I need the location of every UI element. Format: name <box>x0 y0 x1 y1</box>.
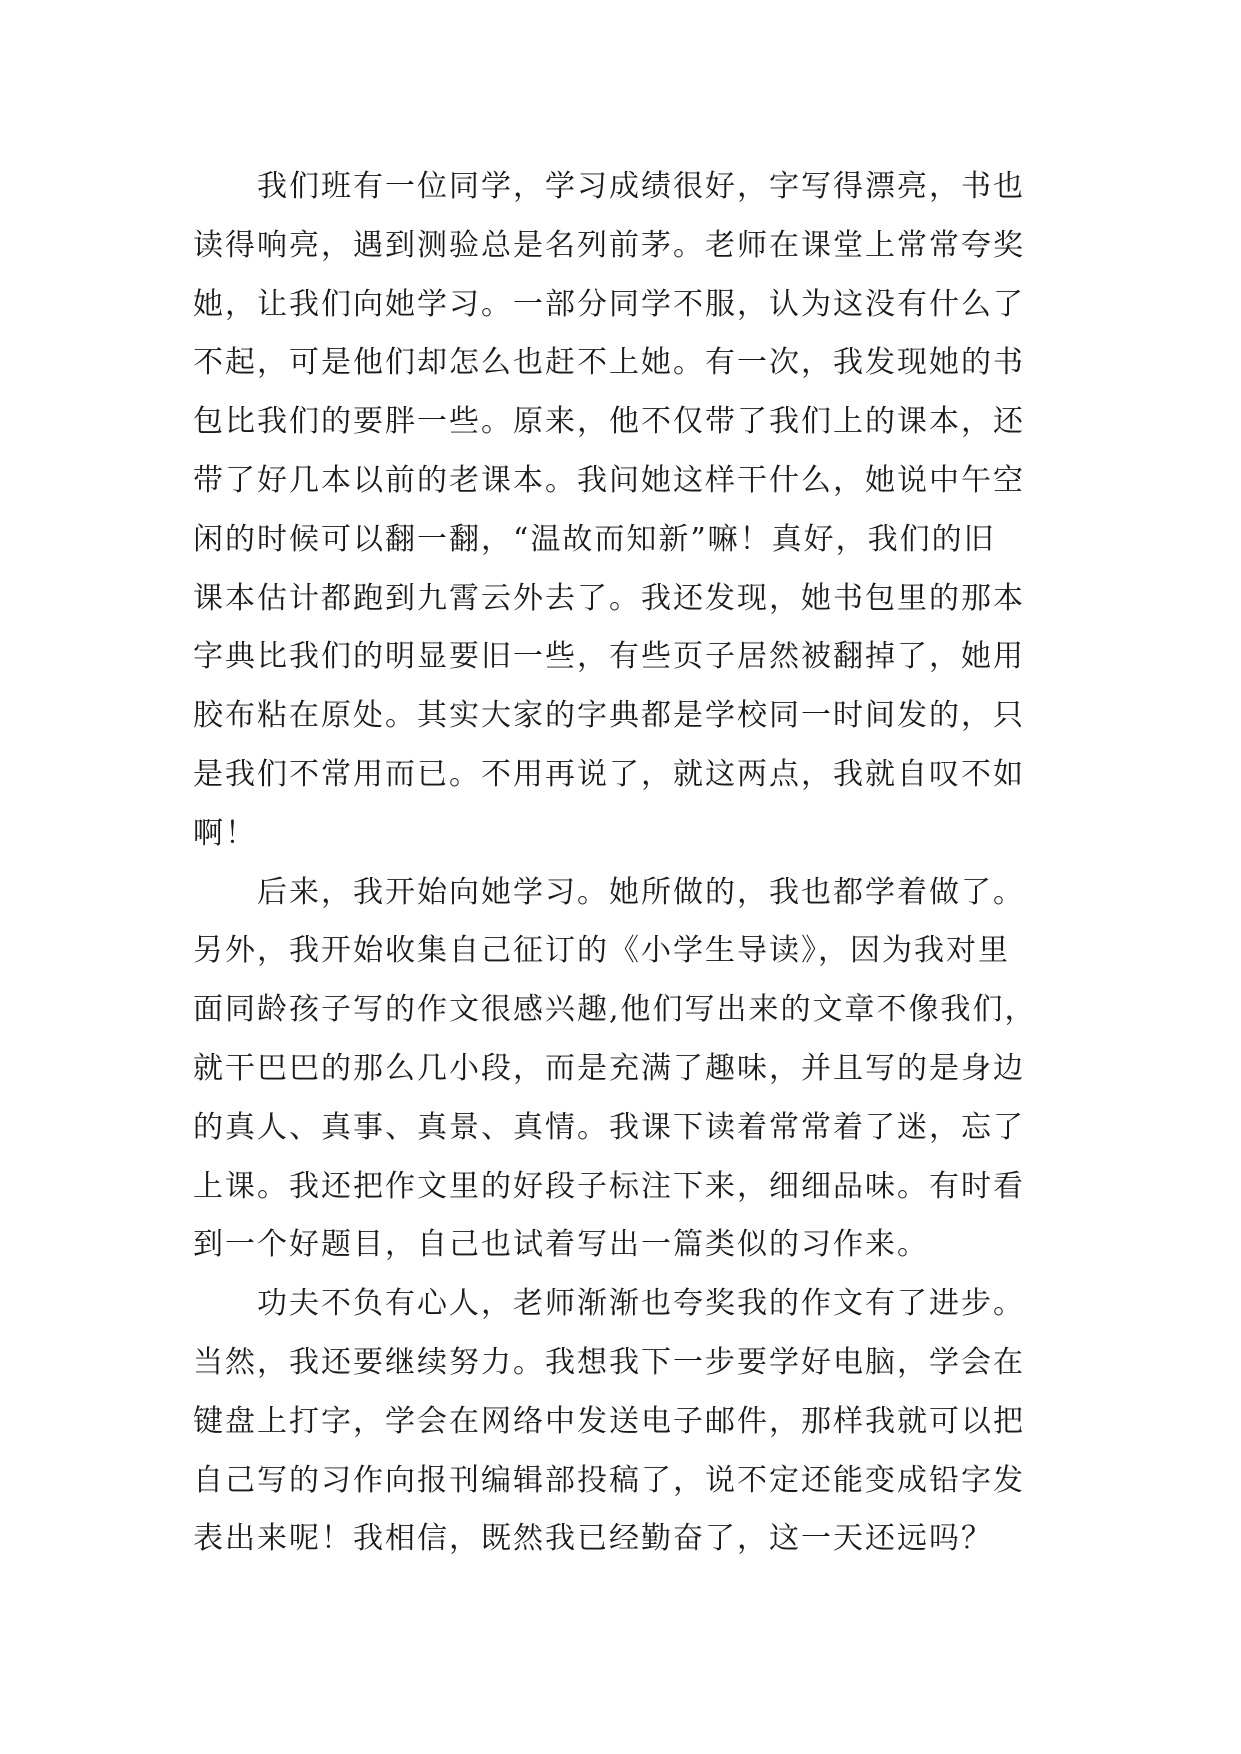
paragraph-3 <box>193 1275 1063 1569</box>
text-line: 啊！ <box>193 815 257 851</box>
text-line: 带了好几本以前的老课本。我问她这样干什么，她说中午空 <box>193 462 1025 498</box>
text-line: 上课。我还把作文里的好段子标注下来，细细品味。有时看 <box>193 1168 1025 1204</box>
text-line: 她，让我们向她学习。一部分同学不服，认为这没有什么了 <box>193 286 1025 322</box>
text-line: 表出来呢！我相信，既然我已经勤奋了，这一天还远吗？ <box>193 1521 993 1557</box>
text-line: 当然，我还要继续努力。我想我下一步要学好电脑，学会在 <box>193 1344 1025 1380</box>
text-line: 面同龄孩子写的作文很感兴趣,他们写出来的文章不像我们， <box>193 992 1037 1028</box>
paragraph-2 <box>193 864 1063 1276</box>
text-line: 闲的时候可以翻一翻，“温故而知新”嘛！真好，我们的旧 <box>193 521 996 557</box>
text-line: 字典比我们的明显要旧一些，有些页子居然被翻掉了，她用 <box>193 639 1025 675</box>
text-line: 另外，我开始收集自己征订的《小学生导读》，因为我对里 <box>193 933 1010 969</box>
text-line: 的真人、真事、真景、真情。我课下读着常常着了迷，忘了 <box>193 1109 1025 1145</box>
text-line: 我们班有一位同学，学习成绩很好，字写得漂亮，书也 <box>257 169 1025 204</box>
text-line: 后来，我开始向她学习。她所做的，我也都学着做了。 <box>257 874 1025 910</box>
text-line: 课本估计都跑到九霄云外去了。我还发现，她书包里的那本 <box>193 580 1025 616</box>
text-line: 读得响亮，遇到测验总是名列前茅。老师在课堂上常常夸奖 <box>193 227 1025 263</box>
text-line: 就干巴巴的那么几小段，而是充满了趣味，并且写的是身边 <box>193 1050 1025 1086</box>
text-line: 功夫不负有心人，老师渐渐也夸奖我的作文有了进步。 <box>257 1286 1025 1322</box>
text-line: 包比我们的要胖一些。原来，他不仅带了我们上的课本，还 <box>193 404 1025 440</box>
text-line: 自己写的习作向报刊编辑部投稿了，说不定还能变成铅字发 <box>193 1462 1025 1498</box>
paragraph-1 <box>193 158 1063 864</box>
text-line: 是我们不常用而已。不用再说了，就这两点，我就自叹不如 <box>193 756 1025 792</box>
text-line: 不起，可是他们却怎么也赶不上她。有一次，我发现她的书 <box>193 345 1025 381</box>
text-line: 胶布粘在原处。其实大家的字典都是学校同一时间发的，只 <box>193 698 1025 734</box>
text-line: 到一个好题目，自己也试着写出一篇类似的习作来。 <box>193 1227 929 1263</box>
essay-body <box>193 158 1063 1569</box>
text-line: 键盘上打字，学会在网络中发送电子邮件，那样我就可以把 <box>193 1403 1025 1439</box>
